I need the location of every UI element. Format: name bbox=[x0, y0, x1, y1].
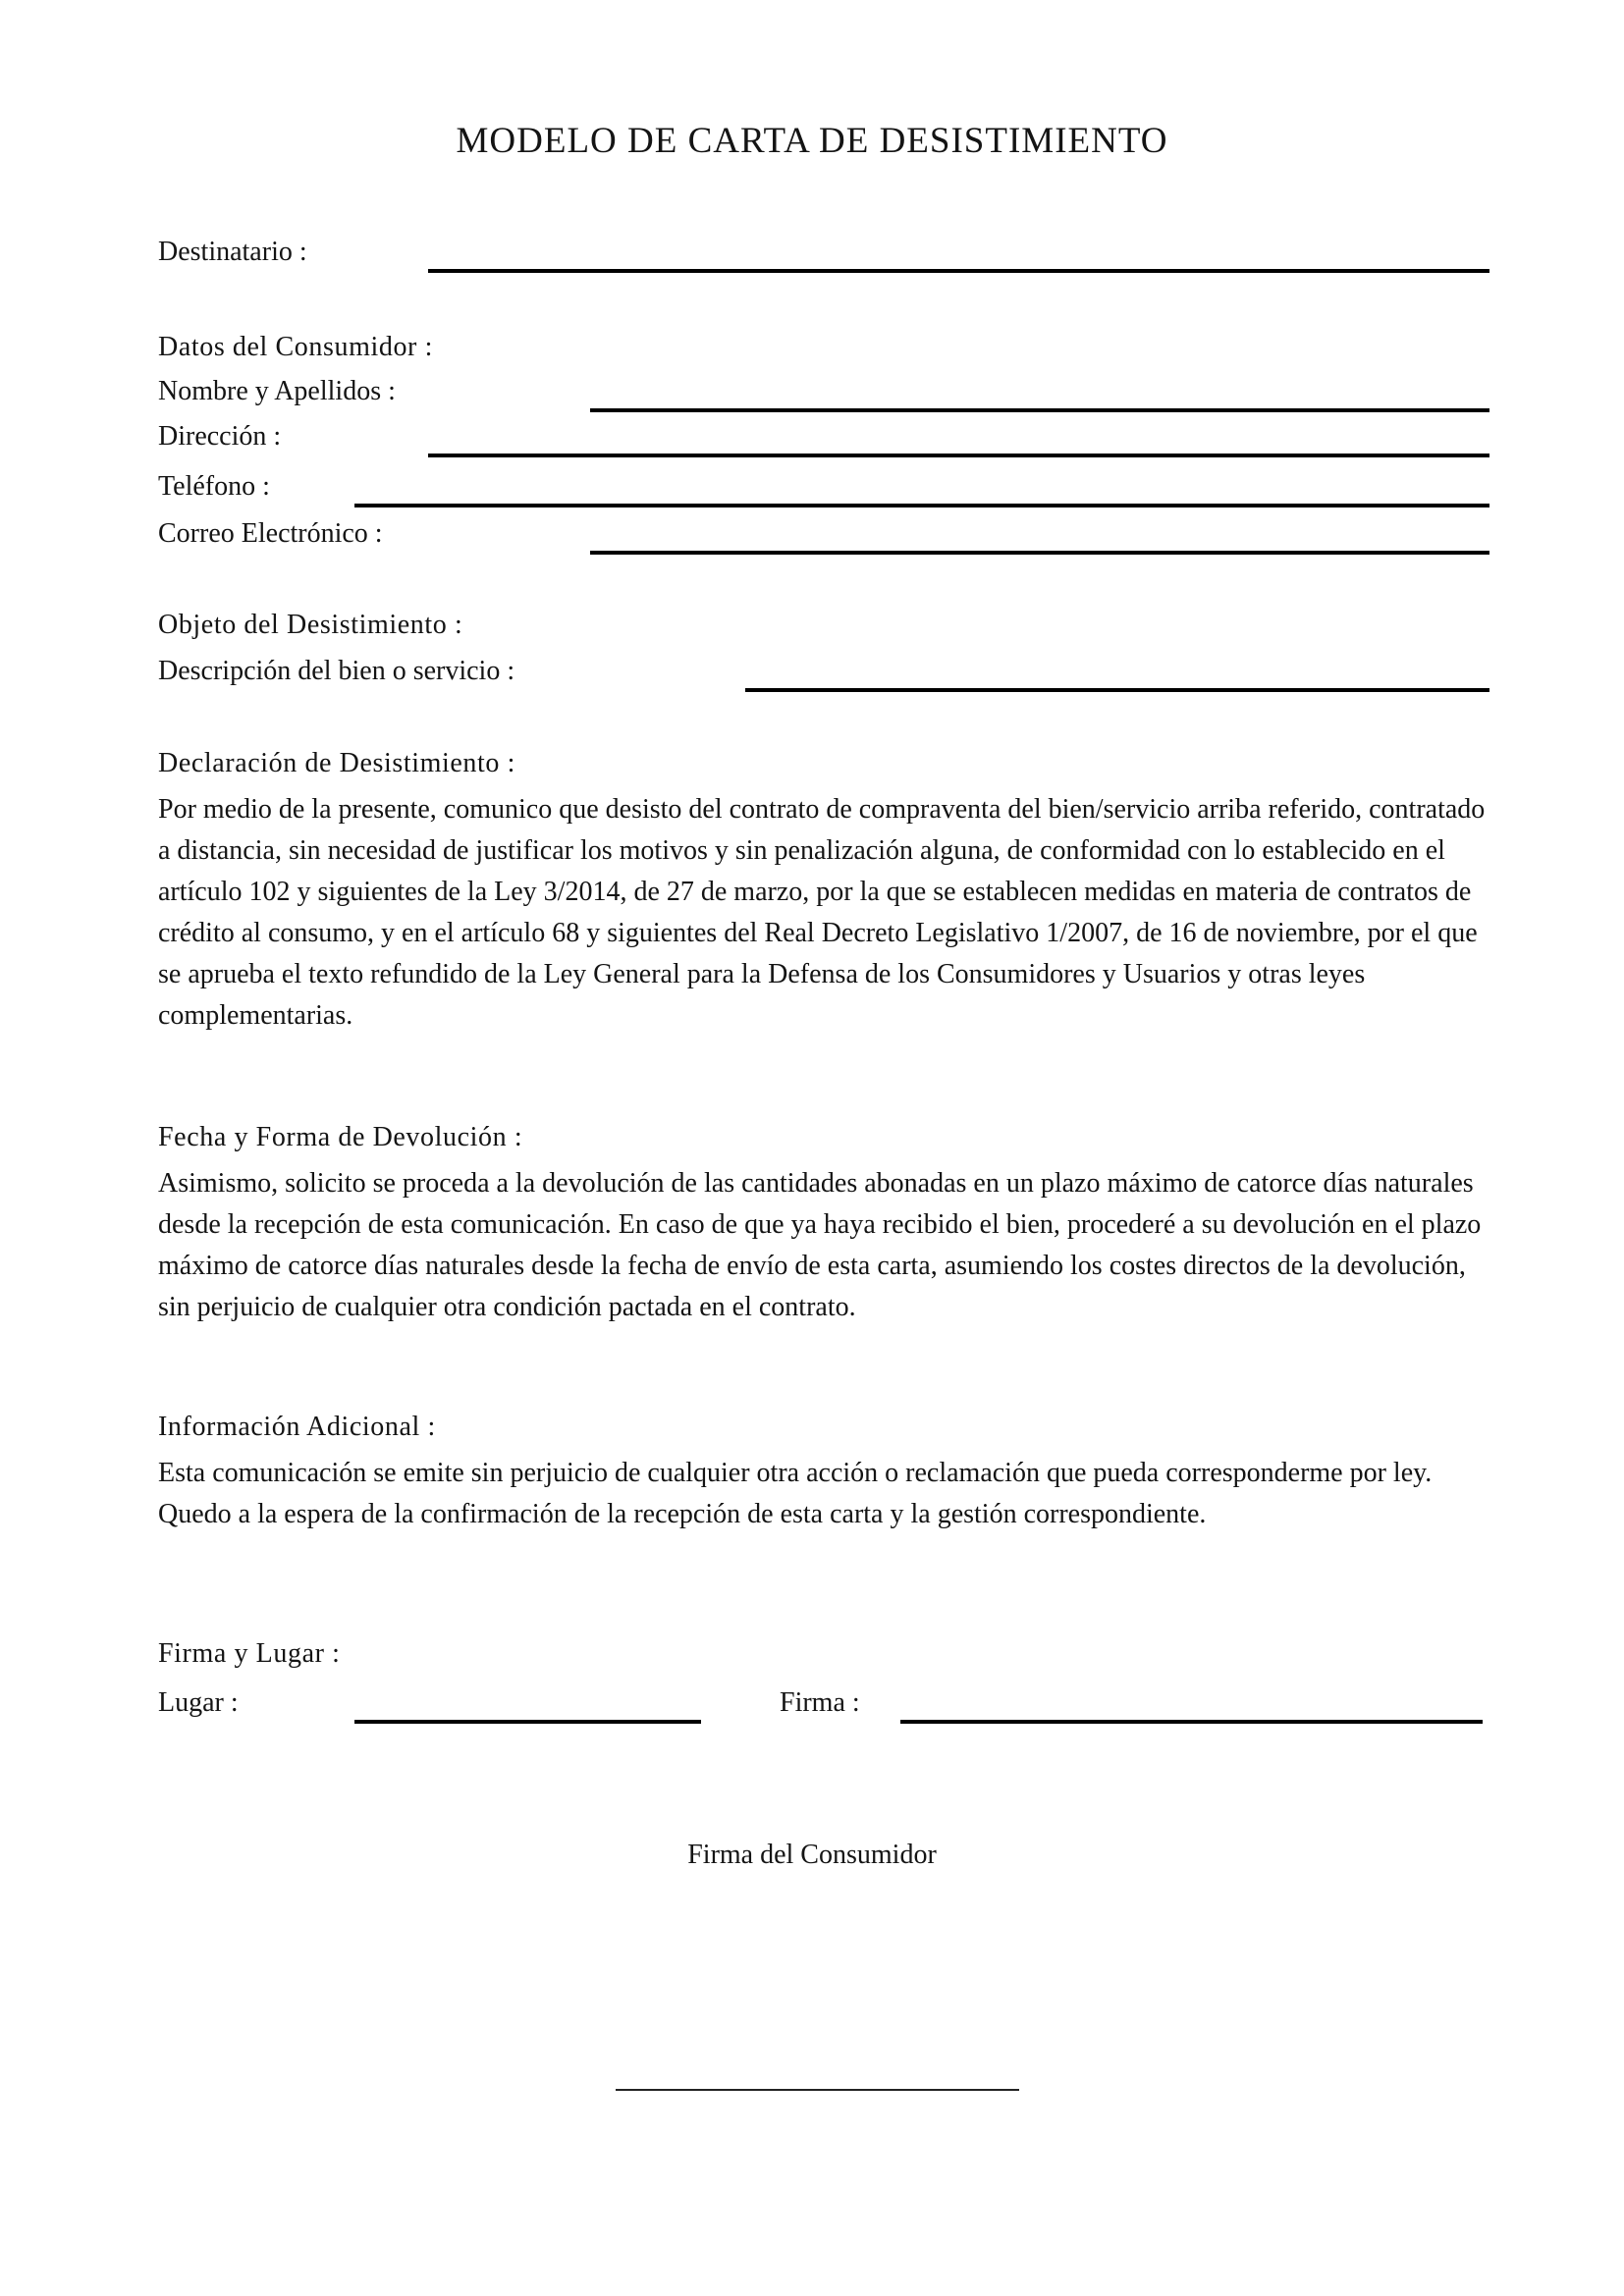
phone-label: Teléfono : bbox=[158, 471, 270, 502]
consumer-signature-caption: Firma del Consumidor bbox=[687, 1840, 937, 1870]
consumer-signature-line bbox=[616, 2089, 1019, 2091]
phone-fill-line bbox=[354, 504, 1489, 507]
place-label: Lugar : bbox=[158, 1687, 239, 1718]
place-fill-line bbox=[354, 1720, 701, 1724]
name-label: Nombre y Apellidos : bbox=[158, 376, 396, 406]
withdrawal-object-heading: Objeto del Desistimiento : bbox=[158, 610, 463, 640]
recipient-fill-line bbox=[428, 269, 1489, 273]
refund-heading: Fecha y Forma de Devolución : bbox=[158, 1122, 523, 1152]
address-label: Dirección : bbox=[158, 421, 282, 452]
description-label: Descripción del bien o servicio : bbox=[158, 656, 515, 686]
additional-info-heading: Información Adicional : bbox=[158, 1412, 436, 1442]
description-fill-line bbox=[745, 688, 1489, 692]
email-label: Correo Electrónico : bbox=[158, 518, 383, 549]
document-title: MODELO DE CARTA DE DESISTIMIENTO bbox=[456, 121, 1168, 161]
declaration-body: Por medio de la presente, comunico que desisto del contrato de compraventa del bien/servicio arriba referido, contratado a distancia, sin necesidad de justificar los motivos y sin penalización alguna, de conformidad con lo establecido en el artículo 102 y siguientes de la Ley 3/2014, de 27 de marzo, por la que se establecen medidas en materia de contratos de crédito al consumo, y en el artículo 68 y siguientes del Real Decreto Legislativo 1/2007, de 16 de noviembre, por el que se aprueba el texto refundido de la Ley General para la Defensa de los Consumidores y Usuarios y otras leyes complementarias. bbox=[158, 794, 1486, 1031]
signature-label: Firma : bbox=[780, 1687, 860, 1718]
signature-section-heading: Firma y Lugar : bbox=[158, 1638, 341, 1669]
declaration-heading: Declaración de Desistimiento : bbox=[158, 748, 515, 778]
consumer-data-heading: Datos del Consumidor : bbox=[158, 332, 433, 362]
email-fill-line bbox=[590, 551, 1489, 555]
address-fill-line bbox=[428, 454, 1489, 457]
name-fill-line bbox=[590, 408, 1489, 412]
signature-fill-line bbox=[900, 1720, 1483, 1724]
additional-info-body: Esta comunicación se emite sin perjuicio de cualquier otra acción o reclamación que pueda corresponderme por ley. Quedo a la espera de la confirmación de la recepción de esta carta y la gestión correspondiente. bbox=[158, 1458, 1433, 1529]
recipient-label: Destinatario : bbox=[158, 237, 307, 267]
refund-body: Asimismo, solicito se proceda a la devolución de las cantidades abonadas en un plazo máximo de catorce días naturales desde la recepción de esta comunicación. En caso de que ya haya recibido el bien, procederé a su devolución en el plazo máximo de catorce días naturales desde la fecha de envío de esta carta, asumiendo los costes directos de la devolución, sin perjuicio de cualquier otra condición pactada en el contrato. bbox=[158, 1168, 1482, 1322]
